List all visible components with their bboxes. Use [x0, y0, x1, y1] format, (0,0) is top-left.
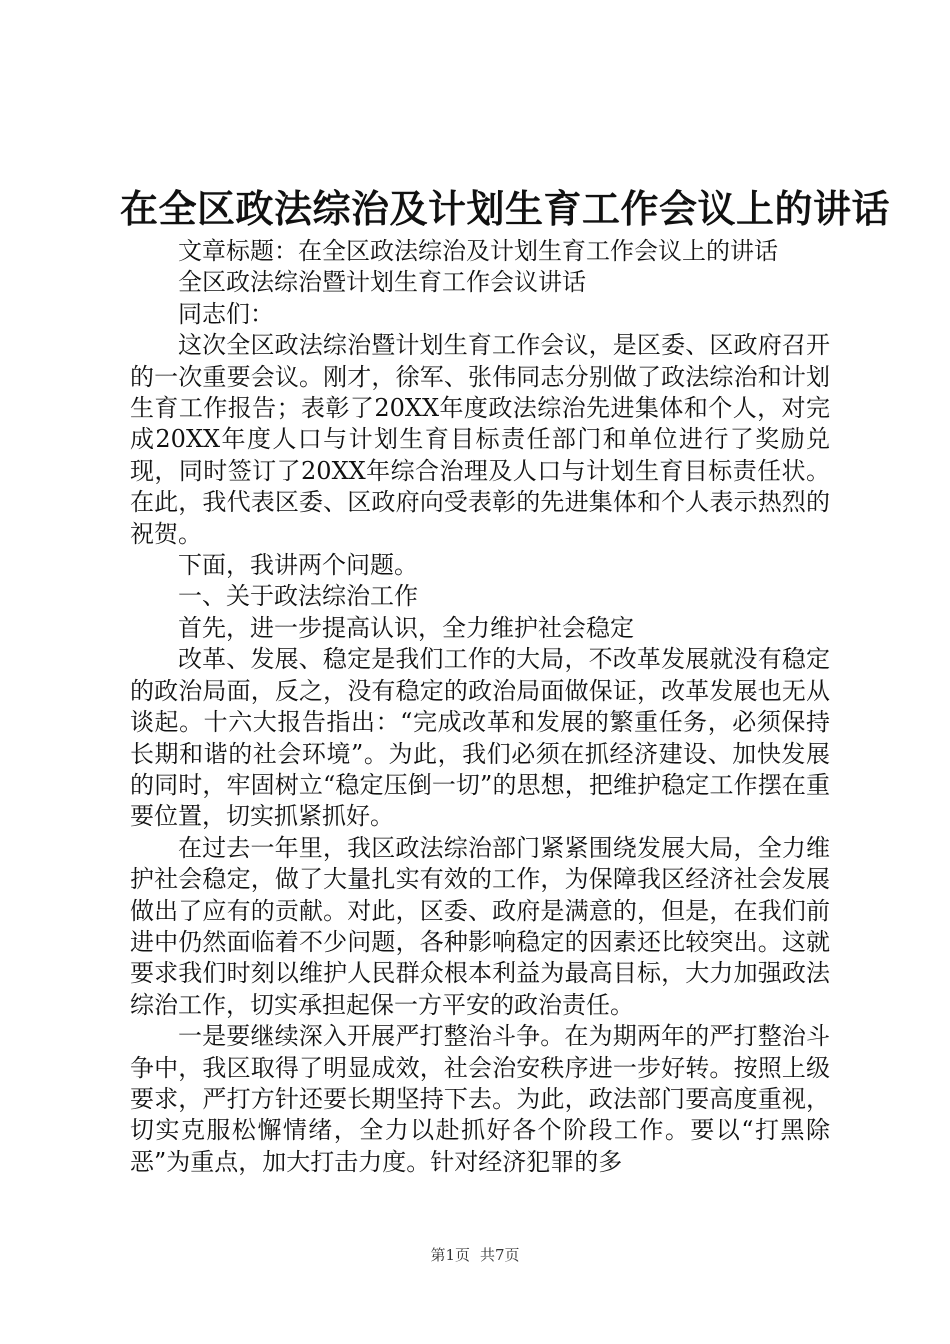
paragraph: 一是要继续深入开展严打整治斗争。在为期两年的严打整治斗争中，我区取得了明显成效，社会治安秩序进一步好转。按照上级要求，严打方针还要长期坚持下去。为此，政法部门要高度重视，切实克服松懈情绪，全力以赴抓好各个阶段工作。要以“打黑除恶”为重点，加大打击力度。针对经济犯罪的多	[130, 1022, 830, 1176]
paragraph: 在过去一年里，我区政法综治部门紧紧围绕发展大局，全力维护社会稳定，做了大量扎实有效的工作，为保障我区经济社会发展做出了应有的贡献。对此，区委、政府是满意的，但是，在我们前进中仍然面临着不少问题，各种影响稳定的因素还比较突出。这就要求我们时刻以维护人民群众根本利益为最高目标，大力加强政法综治工作，切实承担起保一方平安的政治责任。	[130, 833, 830, 1019]
paragraph: 改革、发展、稳定是我们工作的大局，不改革发展就没有稳定的政治局面，反之，没有稳定的政治局面做保证，改革发展也无从谈起。十六大报告指出：“完成改革和发展的繁重任务，必须保持长期和谐的社会环境”。为此，我们必须在抓经济建设、加快发展的同时，牢固树立“稳定压倒一切”的思想，把维护稳定工作摆在重要位置，切实抓紧抓好。	[130, 645, 830, 831]
document-title: 在全区政法综治及计划生育工作会议上的讲话	[120, 186, 891, 231]
page-total: 共7页	[480, 1246, 520, 1264]
page-footer	[0, 1244, 950, 1265]
subtitle-line: 全区政法综治暨计划生育工作会议讲话	[178, 268, 586, 297]
article-title-line: 文章标题：在全区政法综治及计划生育工作会议上的讲话	[178, 237, 778, 265]
section-heading: 一、关于政法综治工作	[178, 582, 418, 611]
paragraph: 这次全区政法综治暨计划生育工作会议，是区委、区政府召开的一次重要会议。刚才，徐军、张伟同志分别做了政法综治和计划生育工作报告；表彰了20XX年度政法综治先进集体和个人，对完成20XX年度人口与计划生育目标责任部门和单位进行了奖励兑现，同时签订了20XX年综合治理及人口与计划生育目标责任状。在此，我代表区委、区政府向受表彰的先进集体和个人表示热烈的祝贺。	[130, 331, 830, 548]
salutation: 同志们：	[178, 299, 274, 328]
paragraph: 下面，我讲两个问题。	[178, 551, 418, 580]
page-number: 第1页	[430, 1246, 470, 1264]
document-body	[130, 236, 830, 1178]
subsection-heading: 首先，进一步提高认识，全力维护社会稳定	[178, 613, 634, 642]
